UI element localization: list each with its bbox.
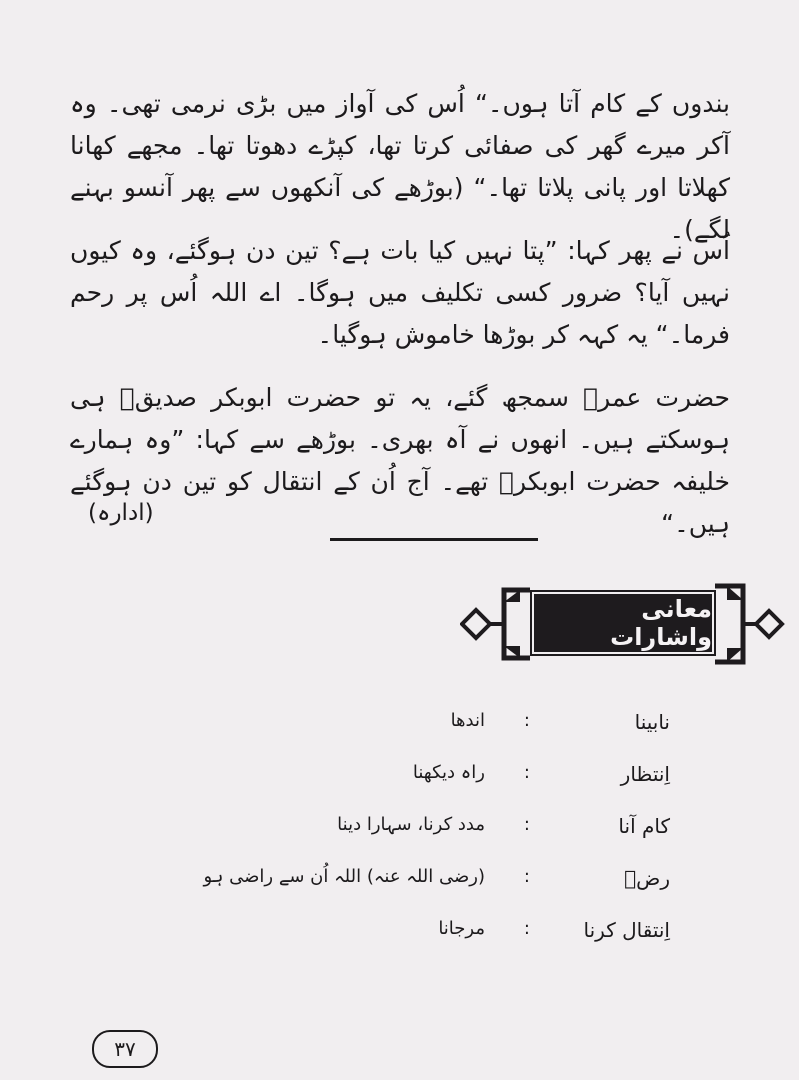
glossary-term: نابینا xyxy=(634,710,670,734)
glossary-term: رضؓ xyxy=(624,866,670,890)
paragraph-2: اُس نے پھر کہا: ”پتا نہیں کیا بات ہے؟ تین دن ہوگئے، وہ کیوں نہیں آیا؟ ضرور کسی تکلیف میں ہوگا۔ اے اللہ اُس پر رحم فرما۔“ یہ کہہ کر بوڑھا خاموش ہوگیا۔ xyxy=(70,236,730,349)
glossary-row xyxy=(250,910,670,962)
page-number: ۳۷ xyxy=(92,1030,158,1068)
heading-box xyxy=(532,592,714,654)
glossary-separator: : xyxy=(523,710,530,731)
glossary-row xyxy=(250,754,670,806)
glossary-meaning: (رضی اللہ عنہ) اللہ اُن سے راضی ہو xyxy=(203,866,485,887)
section-heading: معانی واشارات xyxy=(610,595,712,651)
glossary-meaning: مدد کرنا، سہارا دینا xyxy=(337,814,485,835)
glossary-term: کام آنا xyxy=(618,814,670,838)
heading-banner xyxy=(460,582,785,666)
glossary-separator: : xyxy=(523,866,530,887)
glossary-term: اِنتظار xyxy=(620,762,670,786)
glossary-row xyxy=(250,806,670,858)
glossary-meaning: راہ دیکھنا xyxy=(412,762,485,783)
glossary-separator: : xyxy=(523,918,530,939)
glossary-row xyxy=(203,858,670,910)
glossary-separator: : xyxy=(523,762,530,783)
glossary-meaning: مرجانا xyxy=(438,918,485,939)
glossary-list xyxy=(203,702,670,962)
glossary-term: اِنتقال کرنا xyxy=(583,918,670,942)
glossary-separator: : xyxy=(523,814,530,835)
section-divider xyxy=(330,538,538,541)
paragraph-1: بندوں کے کام آتا ہوں۔“ اُس کی آواز میں بڑی نرمی تھی۔ وہ آکر میرے گھر کی صفائی کرتا تھا، کپڑے دھوتا تھا۔ مجھے کھانا کھلاتا اور پانی پلاتا تھا۔“ (بوڑھے کی آنکھوں سے پھر آنسو بہنے لگے)۔ xyxy=(70,89,730,244)
author-credit: (ادارہ) xyxy=(88,500,154,526)
glossary-meaning: اندھا xyxy=(450,710,485,731)
paragraph-3: حضرت عمرؓ سمجھ گئے، یہ تو حضرت ابوبکر صدیقؓ ہی ہوسکتے ہیں۔ انھوں نے آہ بھری۔ بوڑھے سے کہا: ”وہ ہمارے خلیفہ حضرت ابوبکرؓ تھے۔ آج اُن کے انتقال کو تین دن ہوگئے ہیں۔“ xyxy=(70,383,730,538)
glossary-row xyxy=(250,702,670,754)
